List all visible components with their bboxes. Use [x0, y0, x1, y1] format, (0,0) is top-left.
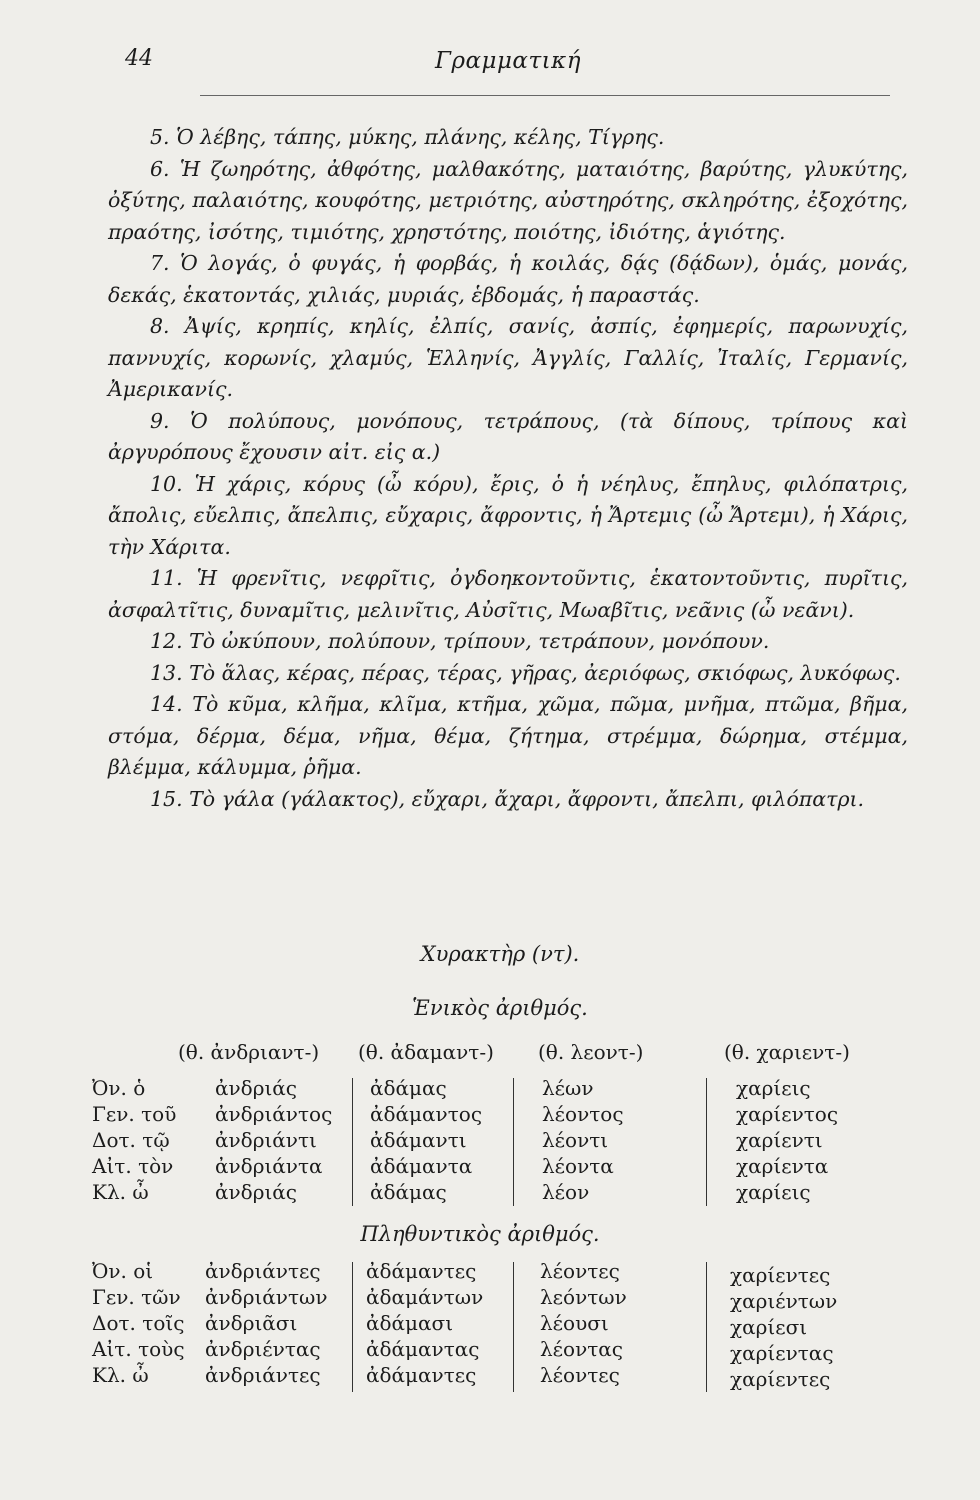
running-title: Γραμματική	[435, 48, 582, 74]
case-label: Ὀν. οἱ	[92, 1259, 154, 1283]
case-label: Κλ. ὦ	[92, 1363, 149, 1387]
page-header	[125, 42, 895, 82]
singular-cases	[92, 1075, 176, 1205]
paragraph-15: 15. Τὸ γάλα (γάλακτος), εὔχαρι, ἄχαρι, ἄφροντι, ἄπελπι, φιλόπατρι.	[150, 786, 865, 811]
form-cell: ἀδάμαντα	[370, 1154, 473, 1178]
paragraph-6: 6. Ἡ ζωηρότης, ἀθφότης, μαλθακότης, ματαιότης, βαρύτης, γλυκύτης, ὀξύτης, παλαιότης, κουφότης, μετριότης, αὐστηρότης, σκληρότης, ἐξοχότης, πραότης, ἰσότης, τιμιότης, χρηστότης, ποιότης, ἰδιότης, ἁγιότης.	[108, 156, 908, 244]
form-cell: λέοντες	[540, 1363, 620, 1387]
column-divider	[706, 1262, 707, 1392]
singular-leon	[542, 1075, 624, 1205]
form-cell: χαριέντων	[730, 1289, 838, 1313]
paragraph-9: 9. Ὁ πολύπους, μονόπους, τετράπους, (τὰ δίπους, τρίπους καὶ ἀργυρόπους ἔχουσιν αἰτ. εἰς α.)	[108, 408, 908, 464]
singular-charieis	[736, 1075, 838, 1205]
form-cell: χαρίεις	[736, 1180, 811, 1204]
plural-leon	[540, 1258, 627, 1388]
form-cell: ἀνδριάντων	[205, 1285, 328, 1309]
header-rule	[200, 95, 890, 96]
form-cell: ἀδαμάντων	[366, 1285, 484, 1309]
form-cell: ἀδάμαντες	[366, 1259, 477, 1283]
column-divider	[352, 1078, 353, 1206]
form-cell: ἀνδριάντι	[215, 1128, 317, 1152]
case-label: Γεν. τῶν	[92, 1285, 181, 1309]
form-cell: λέων	[542, 1076, 594, 1100]
form-cell: ἀνδριάς	[215, 1180, 298, 1204]
form-cell: ἀνδριάντες	[205, 1363, 321, 1387]
form-cell: λέουσι	[540, 1311, 609, 1335]
singular-label: Ἑνικὸς ἀριθμός.	[412, 996, 588, 1020]
case-label: Κλ. ὦ	[92, 1180, 149, 1204]
singular-adamas	[370, 1075, 482, 1205]
column-divider	[513, 1078, 514, 1206]
form-cell: ἀδάμαντας	[366, 1337, 480, 1361]
form-cell: λέον	[542, 1180, 590, 1204]
form-cell: χαρίεσι	[730, 1315, 808, 1339]
case-label: Δοτ. τῷ	[92, 1128, 170, 1152]
form-cell: ἀνδριᾶσι	[205, 1311, 298, 1335]
stem-header-charieis: (θ. χαριεντ-)	[724, 1040, 850, 1064]
plural-adamas	[366, 1258, 483, 1388]
form-cell: λεόντων	[540, 1285, 627, 1309]
paragraph-8: 8. Ἀψίς, κρηπίς, κηλίς, ἐλπίς, σανίς, ἀσπίς, ἐφημερίς, παρωνυχίς, παννυχίς, κορωνίς, χλαμύς, Ἑλληνίς, Ἀγγλίς, Γαλλίς, Ἰταλίς, Γερμανίς, Ἀμερικανίς.	[108, 314, 908, 401]
form-cell: λέοντας	[540, 1337, 624, 1361]
paragraph-10: 10. Ἡ χάρις, κόρυς (ὦ κόρυ), ἔρις, ὁ ἡ νέηλυς, ἔπηλυς, φιλόπατρις, ἄπολις, εὔελπις, ἄπελπις, εὔχαρις, ἄφροντις, ἡ Ἄρτεμις (ὦ Ἄρτεμι), ἡ Χάρις, τὴν Χάριτα.	[108, 471, 908, 559]
form-cell: ἀδάμας	[370, 1180, 447, 1204]
paragraph-5: 5. Ὁ λέβης, τάπης, μύκης, πλάνης, κέλης, Τίγρης.	[150, 125, 665, 149]
form-cell: ἀνδριάντα	[215, 1154, 323, 1178]
case-label: Δοτ. τοῖς	[92, 1311, 185, 1335]
paragraph-12: 12. Τὸ ὠκύπουν, πολύπουν, τρίπουν, τετράπουν, μονόπουν.	[150, 629, 770, 653]
plural-charieis	[730, 1262, 837, 1392]
form-cell: ἀνδριάντος	[215, 1102, 333, 1126]
form-cell: ἀνδριάς	[215, 1076, 298, 1100]
form-cell: λέοντος	[542, 1102, 624, 1126]
form-cell: ἀδάμαντος	[370, 1102, 483, 1126]
plural-label: Πληθυντικὸς ἀριθμός.	[360, 1222, 600, 1246]
form-cell: χαρίεντας	[730, 1341, 834, 1365]
form-cell: λέοντα	[542, 1154, 614, 1178]
form-cell: χαρίεντες	[730, 1263, 831, 1287]
column-divider	[706, 1078, 707, 1206]
case-label: Αἰτ. τοὺς	[92, 1337, 185, 1361]
form-cell: ἀδάμαντι	[370, 1128, 467, 1152]
case-label: Ὀν. ὁ	[92, 1076, 146, 1100]
form-cell: λέοντες	[540, 1259, 620, 1283]
paragraph-11: 11. Ἡ φρενῖτις, νεφρῖτις, ὀγδοηκοντοῦντις, ἑκατοντοῦντις, πυρῖτις, ἀσφαλτῖτις, δυναμῖτις, μελινῖτις, Αὐσῖτις, Μωαβῖτις, νεᾶνις (ὦ νεᾶνι).	[108, 566, 908, 622]
form-cell: λέοντι	[542, 1128, 609, 1152]
singular-andrias	[215, 1075, 332, 1205]
table-title: Χυρακτὴρ (ντ).	[420, 942, 580, 966]
form-cell: ἀνδριάντες	[205, 1259, 321, 1283]
paragraph-list	[108, 122, 908, 815]
page-number: 44	[125, 46, 153, 71]
form-cell: ἀνδριέντας	[205, 1337, 321, 1361]
form-cell: χαρίεντες	[730, 1367, 831, 1391]
paragraph-7: 7. Ὁ λογάς, ὁ φυγάς, ἡ φορβάς, ἡ κοιλάς, δᾴς (δᾴδων), ὁμάς, μονάς, δεκάς, ἑκατοντάς, χιλιάς, μυριάς, ἑβδομάς, ἡ παραστάς.	[108, 251, 908, 307]
form-cell: χαρίεντι	[736, 1128, 823, 1152]
form-cell: ἀδάμαντες	[366, 1363, 477, 1387]
case-label: Αἰτ. τὸν	[92, 1154, 174, 1178]
form-cell: ἀδάμασι	[366, 1311, 454, 1335]
plural-cases	[92, 1258, 185, 1388]
stem-header-andrias: (θ. ἀνδριαντ-)	[178, 1040, 320, 1064]
case-label: Γεν. τοῦ	[92, 1102, 177, 1126]
stem-header-adamas: (θ. ἀδαμαντ-)	[358, 1040, 494, 1064]
stem-header-leon: (θ. λεοντ-)	[538, 1040, 644, 1064]
paragraph-13: 13. Τὸ ἅλας, κέρας, πέρας, τέρας, γῆρας, ἀεριόφως, σκιόφως, λυκόφως.	[150, 660, 901, 685]
column-divider	[513, 1262, 514, 1392]
form-cell: ἀδάμας	[370, 1076, 447, 1100]
column-divider	[352, 1262, 353, 1392]
form-cell: χαρίεντα	[736, 1154, 829, 1178]
form-cell: χαρίεντος	[736, 1102, 839, 1126]
plural-andrias	[205, 1258, 328, 1388]
form-cell: χαρίεις	[736, 1076, 811, 1100]
paragraph-14: 14. Τὸ κῦμα, κλῆμα, κλῖμα, κτῆμα, χῶμα, πῶμα, μνῆμα, πτῶμα, βῆμα, στόμα, δέρμα, δέμα, νῆμα, θέμα, ζήτημα, στρέμμα, δώρημα, στέμμα, βλέμμα, κάλυμμα, ῥῆμα.	[108, 692, 908, 779]
